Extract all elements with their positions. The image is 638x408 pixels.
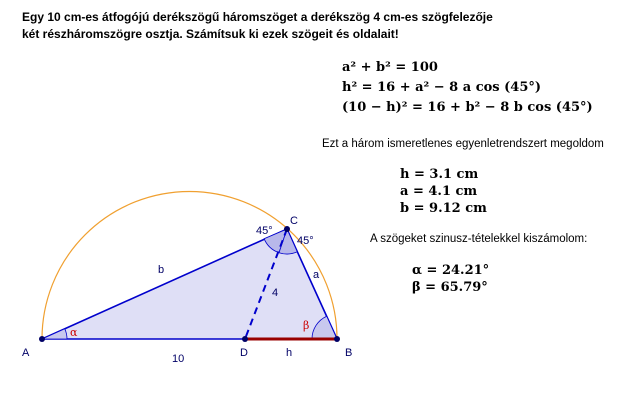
point-d bbox=[242, 336, 248, 342]
label-point-b: B bbox=[345, 347, 353, 359]
point-b bbox=[334, 336, 340, 342]
label-angle-beta: β bbox=[303, 319, 310, 332]
label-point-a: A bbox=[22, 347, 30, 359]
label-angle-c-right: 45° bbox=[297, 235, 314, 247]
label-side-b: b bbox=[158, 264, 165, 276]
label-side-h: h bbox=[286, 347, 293, 359]
solve-note: Ezt a három ismeretlenes egyenletrendszert megoldom bbox=[322, 138, 604, 150]
equation-2: h² = 16 + a² − 8 a cos (45°) bbox=[342, 80, 542, 95]
equation-1: a² + b² = 100 bbox=[342, 60, 438, 75]
point-a bbox=[39, 336, 45, 342]
label-bisector: 4 bbox=[272, 287, 279, 299]
equation-3: (10 − h)² = 16 + b² − 8 b cos (45°) bbox=[342, 100, 593, 115]
problem-line-2: két részháromszögre osztja. Számítsuk ki ezek szögeit és oldalait! bbox=[22, 27, 399, 41]
label-side-a: a bbox=[313, 269, 320, 281]
label-point-c: C bbox=[290, 215, 298, 227]
result-alpha: α = 24.21° bbox=[412, 263, 490, 278]
result-b: b = 9.12 cm bbox=[400, 201, 487, 216]
label-point-d: D bbox=[240, 347, 248, 359]
angles-note: A szögeket szinusz-tételekkel kiszámolom: bbox=[370, 233, 588, 245]
angle-alpha-arc bbox=[42, 329, 67, 339]
result-h: h = 3.1 cm bbox=[400, 167, 479, 182]
result-a: a = 4.1 cm bbox=[400, 184, 478, 199]
label-angle-alpha: α bbox=[70, 326, 78, 339]
result-beta: β = 65.79° bbox=[412, 280, 488, 295]
label-hypotenuse: 10 bbox=[172, 353, 185, 365]
problem-line-1: Egy 10 cm-es átfogójú derékszögű háromszöget a derékszög 4 cm-es szögfelezője bbox=[22, 10, 493, 24]
label-angle-c-left: 45° bbox=[256, 225, 273, 237]
